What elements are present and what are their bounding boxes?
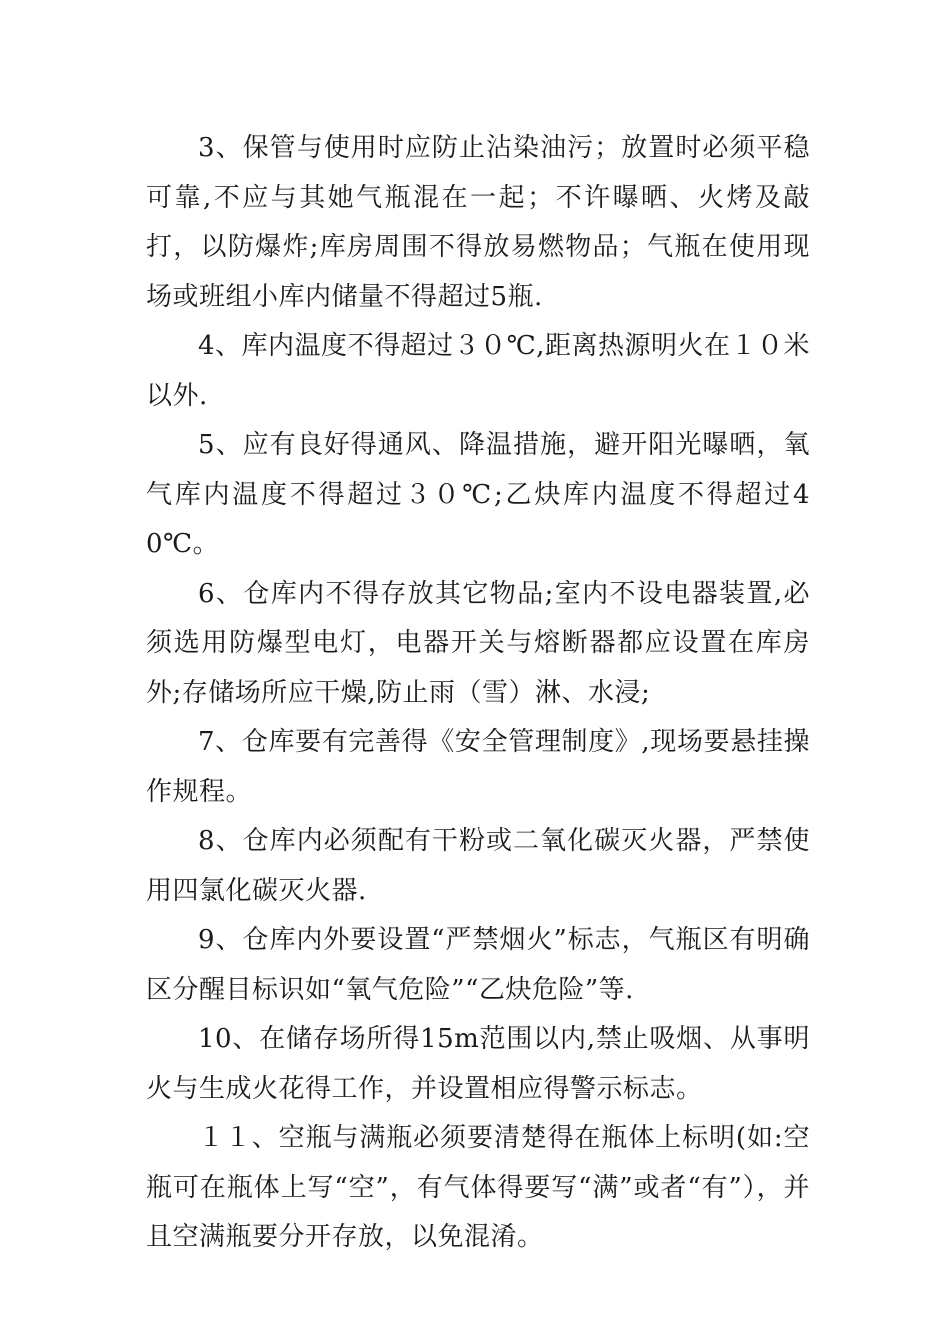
paragraph-item-5: 5、应有良好得通风、降温措施，避开阳光曝晒，氧气库内温度不得超过３０℃;乙炔库内温度不得超过40℃。	[146, 430, 810, 559]
paragraph-item-7: 7、仓库要有完善得《安全管理制度》,现场要悬挂操作规程。	[146, 727, 810, 807]
paragraph-item-3: 3、保管与使用时应防止沾染油污；放置时必须平稳可靠,不应与其她气瓶混在一起；不许曝晒、火烤及敲打，以防爆炸;库房周围不得放易燃物品；气瓶在使用现场或班组小库内储量不得超过5瓶.	[146, 133, 810, 312]
paragraph-item-9: 9、仓库内外要设置“严禁烟火”标志，气瓶区有明确区分醒目标识如“氧气危险”“乙炔危险”等.	[146, 925, 810, 1005]
paragraph-item-11: １１、空瓶与满瓶必须要清楚得在瓶体上标明(如:空瓶可在瓶体上写“空”，有气体得要写“满”或者“有”），并且空满瓶要分开存放，以免混淆。	[146, 1123, 810, 1252]
document-body	[146, 124, 810, 1263]
paragraph-item-4: 4、库内温度不得超过３０℃,距离热源明火在１０米以外.	[146, 331, 810, 411]
paragraph-item-6: 6、仓库内不得存放其它物品;室内不设电器装置,必须选用防爆型电灯，电器开关与熔断器都应设置在库房外;存储场所应干燥,防止雨（雪）淋、水浸;	[146, 578, 810, 708]
paragraph-item-10: 10、在储存场所得15m范围以内,禁止吸烟、从事明火与生成火花得工作，并设置相应得警示标志。	[146, 1024, 810, 1104]
paragraph-item-8: 8、仓库内必须配有干粉或二氧化碳灭火器，严禁使用四氯化碳灭火器.	[146, 826, 810, 906]
